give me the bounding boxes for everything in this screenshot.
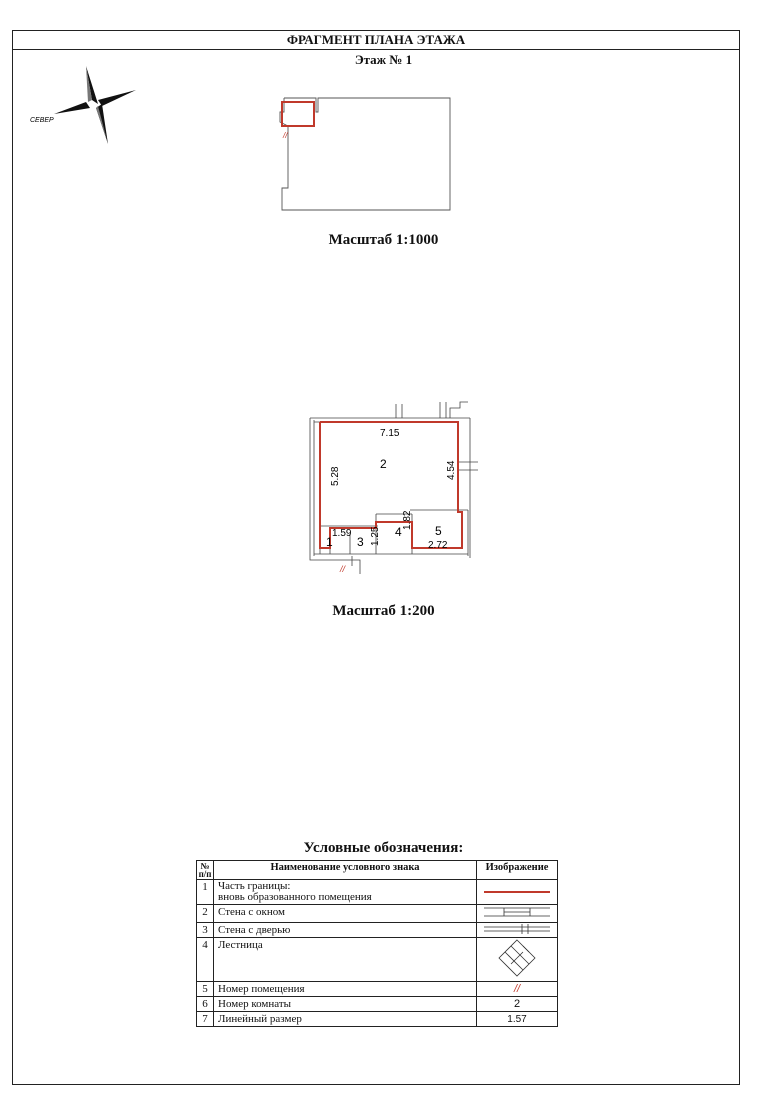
room-number-4: 4 (395, 525, 402, 539)
compass-north-label: СЕВЕР (30, 117, 54, 124)
detail-plan (300, 398, 485, 578)
legend-row-image (477, 905, 558, 923)
dim-width: 7.15 (380, 428, 400, 439)
linear-size-symbol: 1.57 (507, 1013, 527, 1025)
legend-table (196, 860, 558, 1027)
dim-room1: 1.59 (332, 528, 352, 539)
legend-row (197, 997, 558, 1012)
legend-row-image (477, 1012, 558, 1027)
legend-row-num: 5 (197, 982, 214, 997)
wall-window-icon (482, 905, 552, 919)
overview-highlight-boundary (282, 102, 314, 126)
legend-row-image (477, 938, 558, 982)
room-number-1: 1 (326, 535, 333, 549)
overview-plan (276, 96, 456, 214)
overview-building-outline (280, 98, 450, 210)
dim-room4: 1.82 (402, 510, 413, 530)
legend-header-row (197, 861, 558, 880)
legend-row-name-line2: вновь образованного помещения (218, 891, 372, 903)
legend-row-name: Номер комнаты (214, 997, 477, 1012)
legend-row (197, 1012, 558, 1027)
dim-room5: 2.72 (428, 540, 448, 551)
legend-row-image (477, 923, 558, 938)
legend-row-name: Линейный размер (214, 1012, 477, 1027)
legend-row-image (477, 982, 558, 997)
legend-row-name-line1: Часть границы: (218, 880, 291, 892)
detail-room-marker: // (340, 564, 346, 574)
legend-row-num: 1 (197, 880, 214, 905)
room-number-3: 3 (357, 535, 364, 549)
legend-row-num: 4 (197, 938, 214, 982)
legend-row-name: Номер помещения (214, 982, 477, 997)
legend-row (197, 880, 558, 905)
legend-header-image: Изображение (477, 861, 558, 880)
legend-row-image (477, 880, 558, 905)
stairs-icon (497, 938, 537, 978)
legend-header-name: Наименование условного знака (214, 861, 477, 880)
legend-title: Условные обозначения: (303, 840, 464, 856)
legend-row-num: 7 (197, 1012, 214, 1027)
legend-row-name: Стена с окном (214, 905, 477, 923)
floor-label: Этаж № 1 (354, 52, 413, 67)
legend-row-num: 3 (197, 923, 214, 938)
room-marker-symbol: // (513, 983, 521, 995)
compass-rose-icon (30, 62, 140, 147)
room-number-2: 2 (380, 457, 387, 471)
dim-height-left: 5.28 (330, 466, 341, 486)
red-boundary-line-icon (482, 889, 552, 895)
legend-row (197, 905, 558, 923)
detail-scale-label: Масштаб 1:200 (332, 603, 435, 619)
page-title: ФРАГМЕНТ ПЛАНА ЭТАЖА (12, 30, 740, 50)
legend-row-num: 6 (197, 997, 214, 1012)
wall-door-icon (482, 924, 552, 934)
legend-row (197, 982, 558, 997)
room-number-symbol: 2 (513, 998, 521, 1010)
legend-row (197, 938, 558, 982)
dim-room3: 1.25 (370, 526, 381, 546)
legend-row-name (214, 880, 477, 905)
overview-scale-label: Масштаб 1:1000 (328, 232, 439, 248)
legend-row (197, 923, 558, 938)
legend-row-num: 2 (197, 905, 214, 923)
room-number-5: 5 (435, 524, 442, 538)
legend-header-num: № п/п (197, 861, 214, 880)
overview-room-marker: // (283, 131, 288, 140)
dim-height-right: 4.54 (446, 460, 457, 480)
legend-row-name: Лестница (214, 938, 477, 982)
legend-row-image (477, 997, 558, 1012)
legend-row-name: Стена с дверью (214, 923, 477, 938)
